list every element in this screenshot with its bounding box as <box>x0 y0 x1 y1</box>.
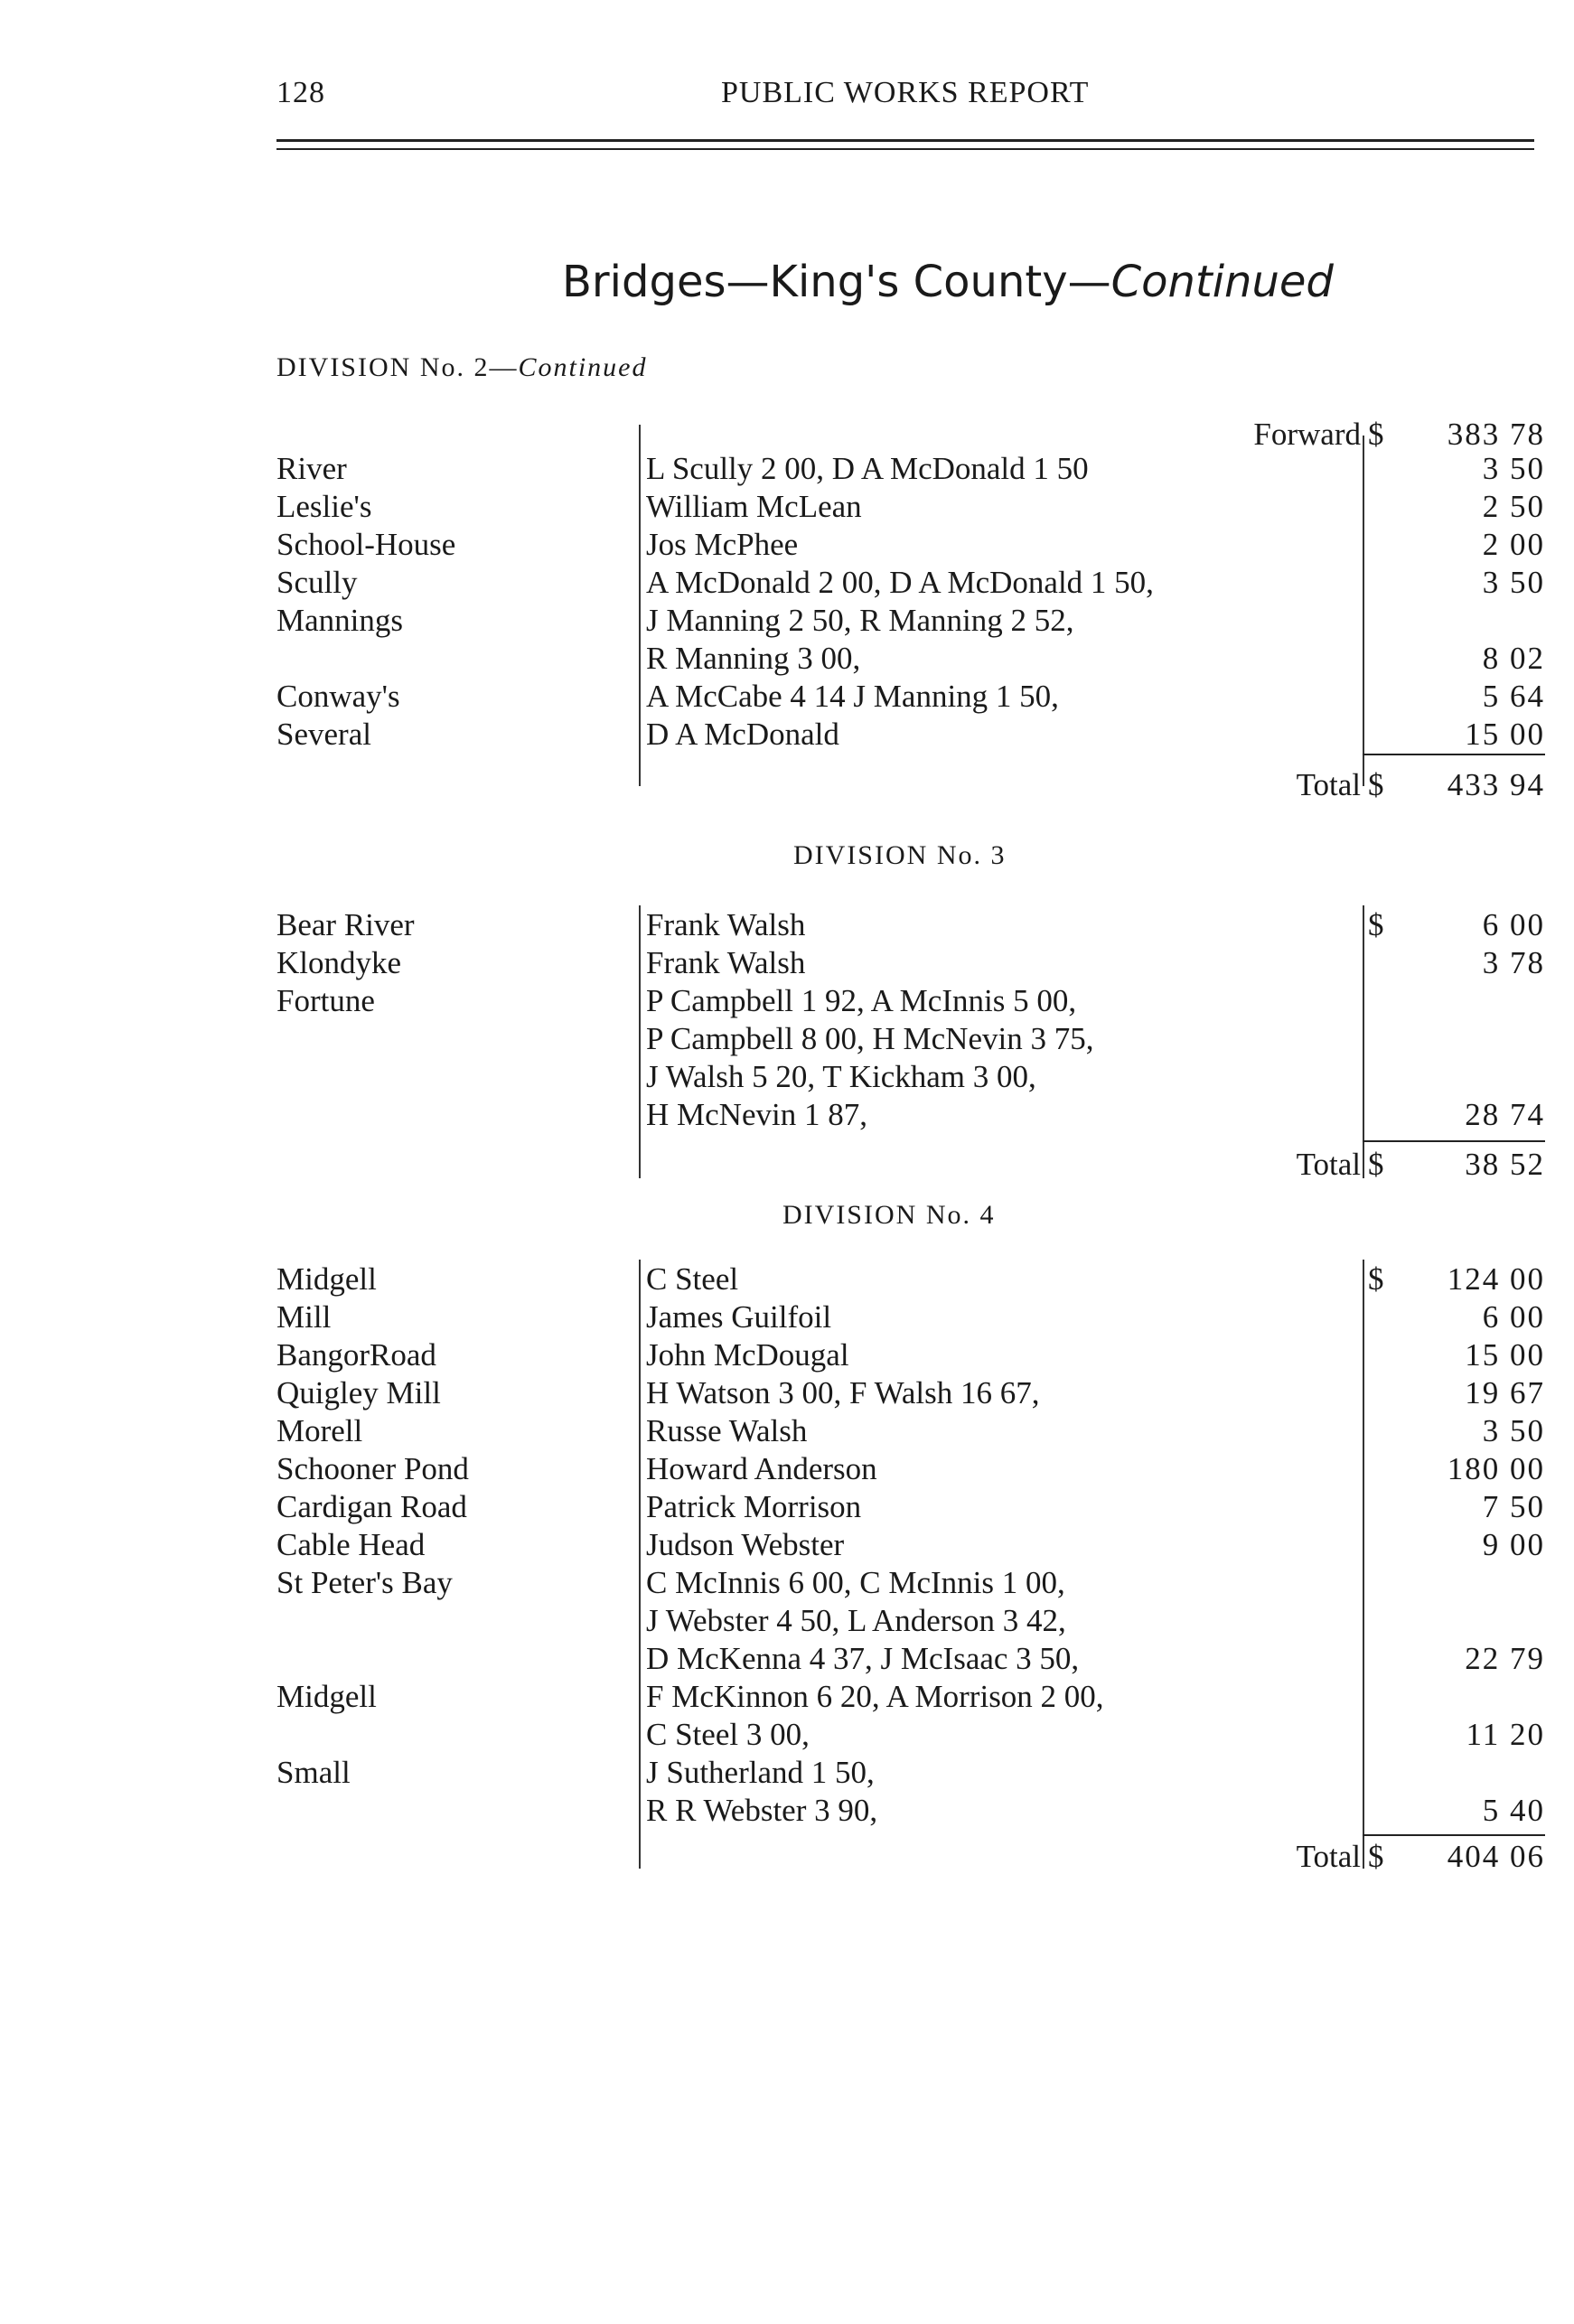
ledger-row <box>0 1336 1574 1374</box>
header-rule-bottom <box>276 148 1534 150</box>
place-name: Mill <box>276 1299 332 1335</box>
ledger-row <box>0 1298 1574 1336</box>
division-2-heading-continued: Continued <box>518 352 648 382</box>
payee-text: Judson Webster <box>646 1527 845 1562</box>
payee-text: L Scully 2 00, D A McDonald 1 50 <box>646 451 1089 486</box>
ledger-row <box>0 1678 1574 1716</box>
ledger-row <box>0 982 1574 1020</box>
amount-value: 2 50 <box>1482 489 1545 524</box>
amount-value: 5 40 <box>1482 1793 1545 1828</box>
payee-text: H McNevin 1 87, <box>646 1097 867 1132</box>
place-name: Cable Head <box>276 1527 426 1562</box>
payee-text: Jos McPhee <box>646 527 799 562</box>
place-name: Leslie's <box>276 489 372 524</box>
ledger-row <box>0 450 1574 488</box>
amount-value: 3 50 <box>1482 1413 1545 1448</box>
ledger-row <box>0 1412 1574 1450</box>
ledger-row <box>0 1792 1574 1830</box>
place-name: Midgell <box>276 1679 377 1714</box>
place-name: St Peter's Bay <box>276 1565 453 1600</box>
forward-amount: 383 78 <box>1447 417 1545 452</box>
ledger-row <box>0 906 1574 944</box>
amount-value: 8 02 <box>1482 641 1545 676</box>
title-continued: Continued <box>1110 257 1334 307</box>
payee-text: Howard Anderson <box>646 1451 877 1486</box>
payee-text: Russe Walsh <box>646 1413 808 1448</box>
payee-text: D A McDonald <box>646 717 839 752</box>
ledger-row <box>0 1640 1574 1678</box>
place-name: Quigley Mill <box>276 1375 441 1410</box>
forward-row <box>0 416 1574 454</box>
amount-value: 2 00 <box>1482 527 1545 562</box>
division-4-total-row <box>0 1838 1574 1876</box>
running-title: PUBLIC WORKS REPORT <box>721 76 1090 109</box>
dollar-sign: $ <box>1368 907 1384 942</box>
ledger-row <box>0 1488 1574 1526</box>
ledger-row <box>0 1754 1574 1792</box>
ledger-row <box>0 488 1574 526</box>
amount-value: 124 00 <box>1447 1261 1545 1297</box>
place-name: Mannings <box>276 603 403 638</box>
payee-text: C McInnis 6 00, C McInnis 1 00, <box>646 1565 1065 1600</box>
ledger-row <box>0 1374 1574 1412</box>
div3-sum-rule <box>1363 1140 1545 1142</box>
ledger-row <box>0 526 1574 564</box>
ledger-row <box>0 678 1574 716</box>
division-4-total-amount: 404 06 <box>1447 1839 1545 1874</box>
division-3-heading: DIVISION No. 3 <box>793 840 1007 870</box>
page-title <box>562 257 1334 307</box>
payee-text: Frank Walsh <box>646 945 806 980</box>
place-name: Conway's <box>276 679 400 714</box>
division-4-total-label: Total <box>1296 1839 1361 1874</box>
payee-text: C Steel <box>646 1261 739 1297</box>
payee-text: R Manning 3 00, <box>646 641 861 676</box>
ledger-row <box>0 564 1574 602</box>
payee-text: John McDougal <box>646 1337 849 1373</box>
amount-value: 7 50 <box>1482 1489 1545 1524</box>
ledger-row <box>0 716 1574 754</box>
payee-text: J Sutherland 1 50, <box>646 1755 875 1790</box>
amount-value: 180 00 <box>1447 1451 1545 1486</box>
payee-text: R R Webster 3 90, <box>646 1793 878 1828</box>
payee-text: D McKenna 4 37, J McIsaac 3 50, <box>646 1641 1080 1676</box>
payee-text: A McDonald 2 00, D A McDonald 1 50, <box>646 565 1154 600</box>
division-2-total-amount: 433 94 <box>1447 767 1545 802</box>
place-name: Several <box>276 717 371 752</box>
division-2-total-label: Total <box>1296 767 1361 802</box>
amount-value: 22 79 <box>1465 1641 1545 1676</box>
payee-text: Frank Walsh <box>646 907 806 942</box>
payee-text: H Watson 3 00, F Walsh 16 67, <box>646 1375 1040 1410</box>
amount-value: 9 00 <box>1482 1527 1545 1562</box>
ledger-row <box>0 1526 1574 1564</box>
ledger-row <box>0 640 1574 678</box>
division-2-heading <box>276 352 647 383</box>
payee-text: F McKinnon 6 20, A Morrison 2 00, <box>646 1679 1104 1714</box>
payee-text: J Walsh 5 20, T Kickham 3 00, <box>646 1059 1036 1094</box>
division-2-heading-text: DIVISION No. 2— <box>276 352 519 382</box>
place-name: Fortune <box>276 983 375 1018</box>
place-name: Cardigan Road <box>276 1489 467 1524</box>
amount-value: 15 00 <box>1465 717 1545 752</box>
amount-value: 5 64 <box>1482 679 1545 714</box>
payee-text: Patrick Morrison <box>646 1489 862 1524</box>
ledger-row <box>0 1716 1574 1754</box>
place-name: Scully <box>276 565 358 600</box>
place-name: Bear River <box>276 907 415 942</box>
payee-text: J Webster 4 50, L Anderson 3 42, <box>646 1603 1066 1638</box>
place-name: Klondyke <box>276 945 402 980</box>
dollar-sign: $ <box>1368 1261 1384 1297</box>
ledger-row <box>0 1260 1574 1298</box>
place-name: Small <box>276 1755 351 1790</box>
payee-text: P Campbell 1 92, A McInnis 5 00, <box>646 983 1077 1018</box>
amount-value: 19 67 <box>1465 1375 1545 1410</box>
payee-text: A McCabe 4 14 J Manning 1 50, <box>646 679 1059 714</box>
amount-value: 28 74 <box>1465 1097 1545 1132</box>
place-name: Schooner Pond <box>276 1451 469 1486</box>
division-4-heading: DIVISION No. 4 <box>782 1200 996 1230</box>
amount-value: 3 78 <box>1482 945 1545 980</box>
ledger-row <box>0 1058 1574 1096</box>
forward-label: Forward <box>1253 417 1361 452</box>
amount-value: 6 00 <box>1482 907 1545 942</box>
place-name: BangorRoad <box>276 1337 436 1373</box>
division-2-total-row <box>0 766 1574 804</box>
place-name: School-House <box>276 527 456 562</box>
payee-text: William McLean <box>646 489 862 524</box>
division-3-total-dollar: $ <box>1368 1147 1384 1182</box>
page-number: 128 <box>276 76 325 109</box>
payee-text: J Manning 2 50, R Manning 2 52, <box>646 603 1074 638</box>
amount-value: 3 50 <box>1482 565 1545 600</box>
division-3-total-row <box>0 1146 1574 1184</box>
division-3-total-label: Total <box>1296 1147 1361 1182</box>
ledger-row <box>0 1020 1574 1058</box>
division-2-total-dollar: $ <box>1368 767 1384 802</box>
amount-value: 3 50 <box>1482 451 1545 486</box>
header-rule-top <box>276 139 1534 142</box>
payee-text: C Steel 3 00, <box>646 1717 810 1752</box>
place-name: Morell <box>276 1413 363 1448</box>
ledger-row <box>0 1602 1574 1640</box>
div4-sum-rule <box>1363 1834 1545 1836</box>
ledger-row <box>0 1564 1574 1602</box>
place-name: Midgell <box>276 1261 377 1297</box>
division-3-total-amount: 38 52 <box>1465 1147 1545 1182</box>
div2-sum-rule <box>1363 754 1545 755</box>
ledger-row <box>0 1096 1574 1134</box>
division-4-total-dollar: $ <box>1368 1839 1384 1874</box>
ledger-row <box>0 602 1574 640</box>
ledger-row <box>0 944 1574 982</box>
amount-value: 6 00 <box>1482 1299 1545 1335</box>
payee-text: P Campbell 8 00, H McNevin 3 75, <box>646 1021 1094 1056</box>
forward-dollar: $ <box>1368 417 1384 452</box>
place-name: River <box>276 451 347 486</box>
ledger-row <box>0 1450 1574 1488</box>
title-main: Bridges—King's County— <box>562 257 1111 307</box>
amount-value: 15 00 <box>1465 1337 1545 1373</box>
payee-text: James Guilfoil <box>646 1299 832 1335</box>
amount-value: 11 20 <box>1466 1717 1545 1752</box>
